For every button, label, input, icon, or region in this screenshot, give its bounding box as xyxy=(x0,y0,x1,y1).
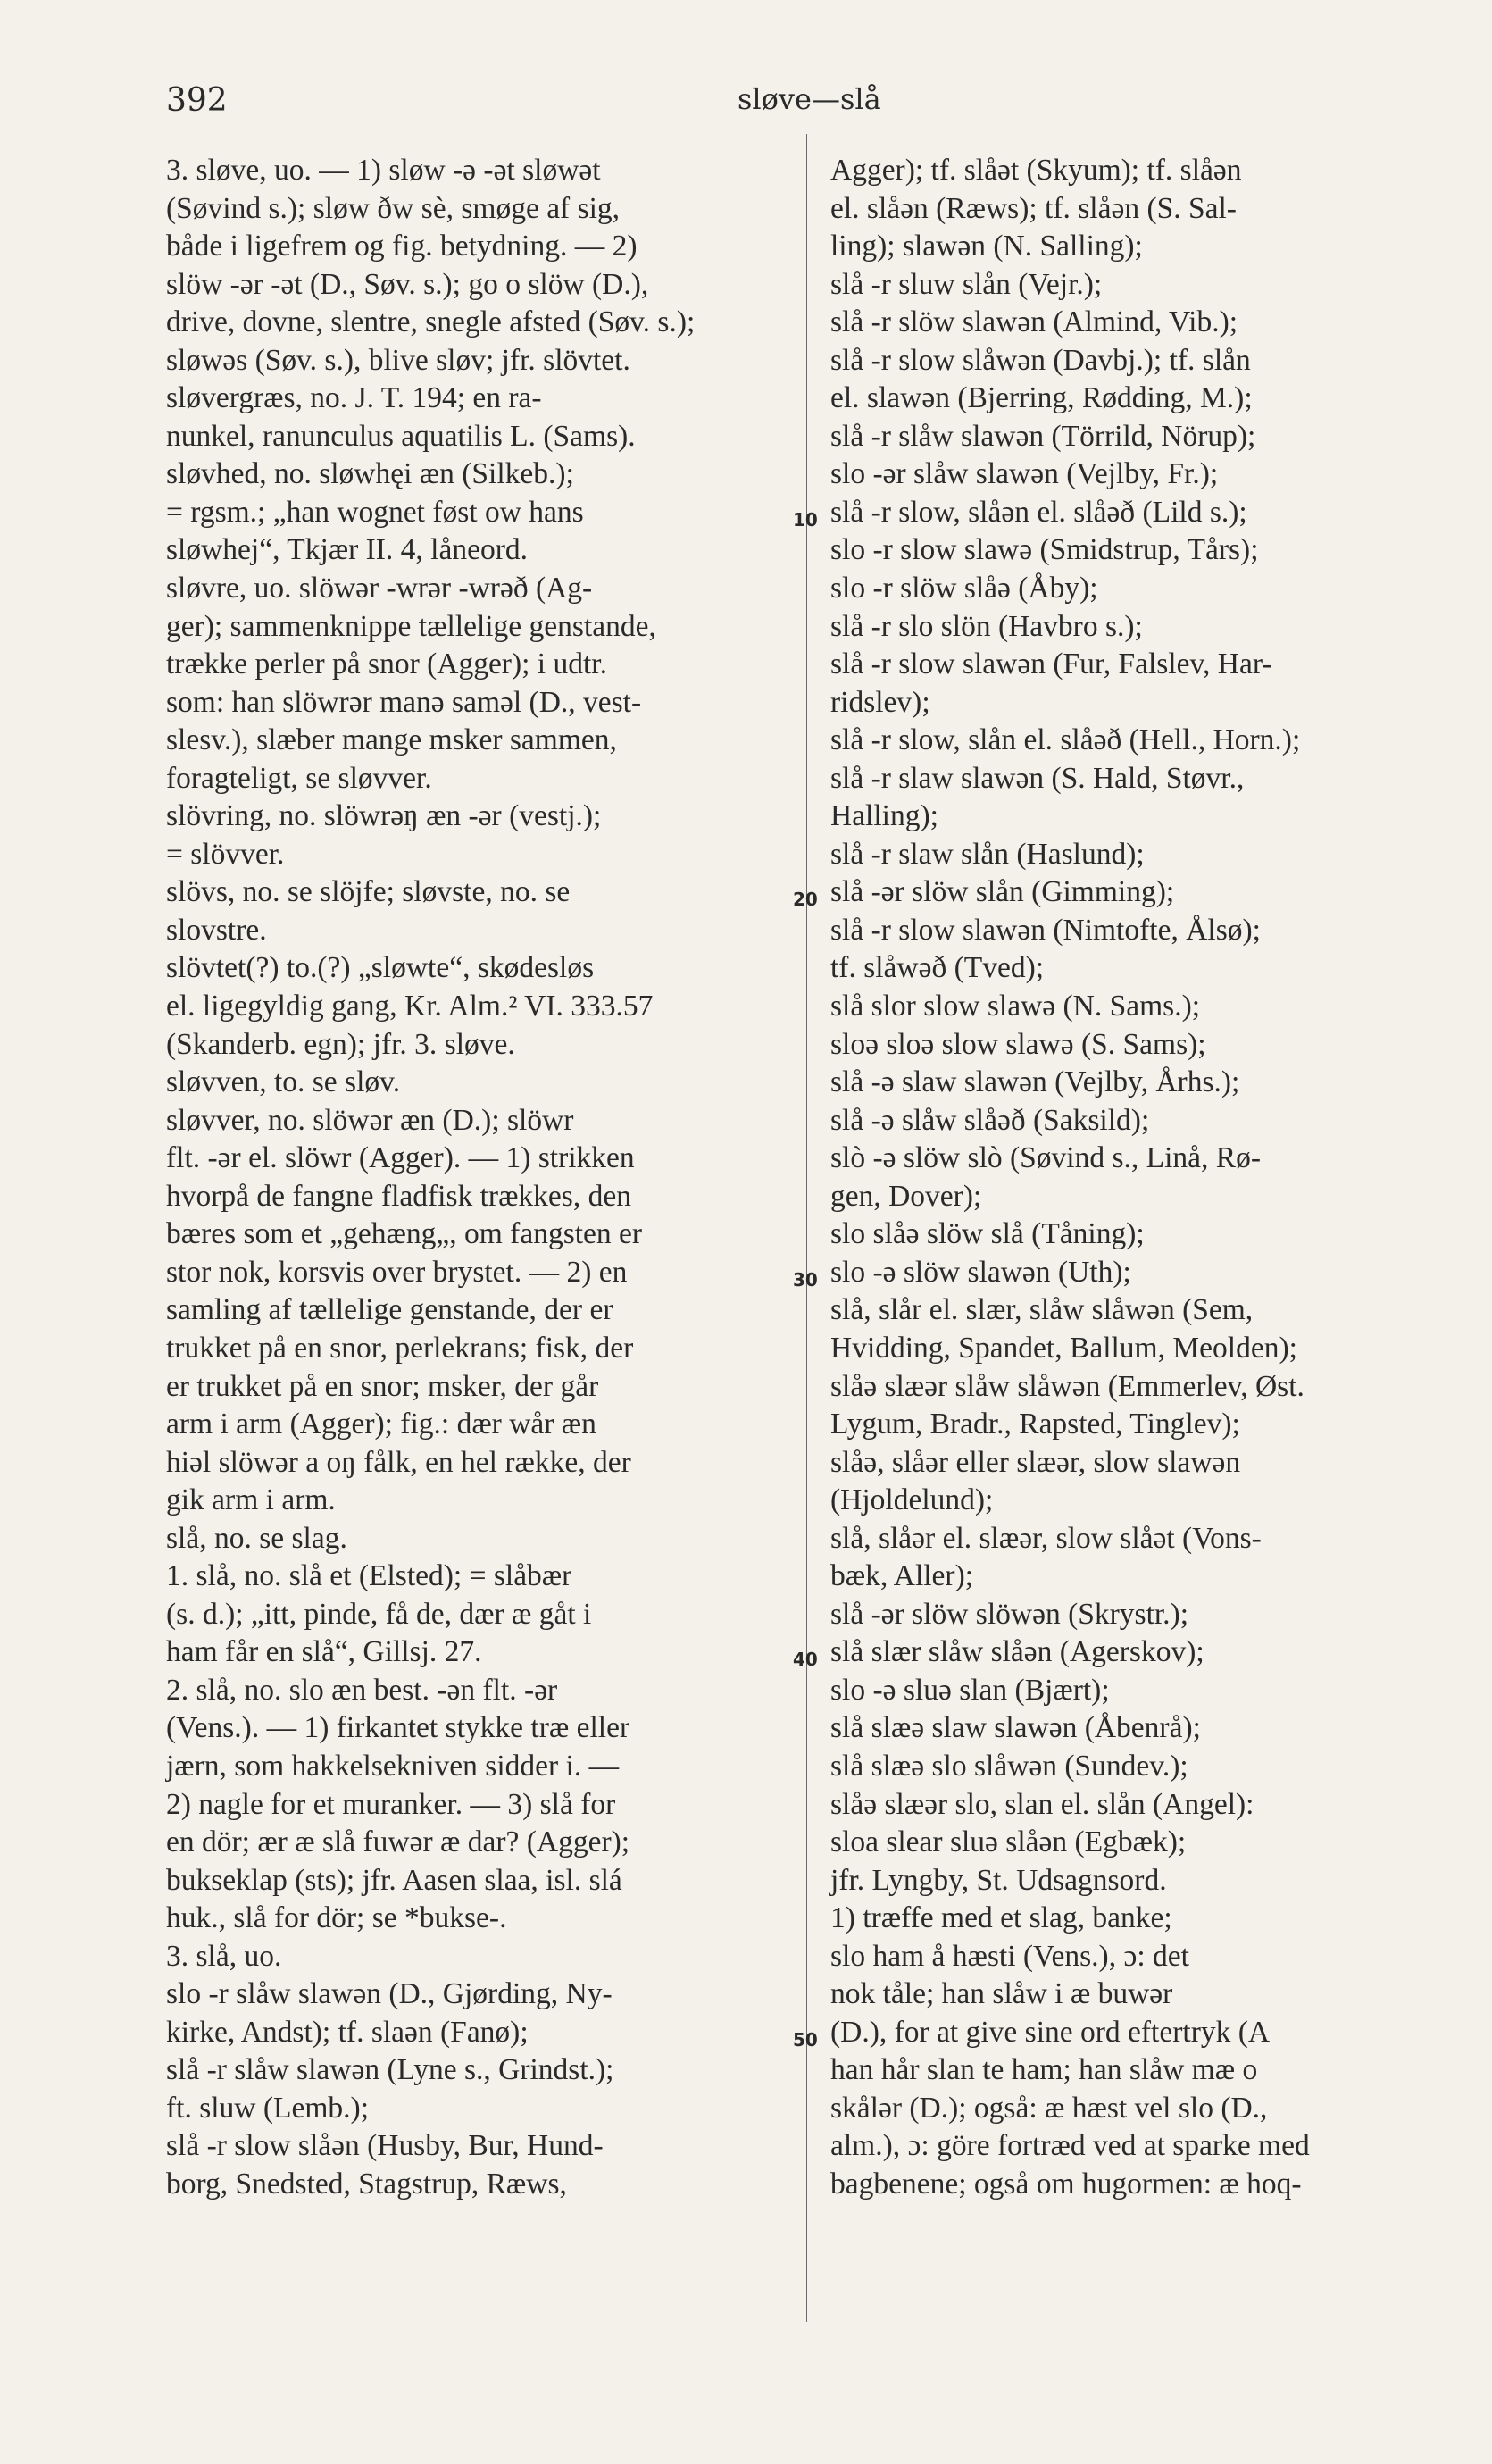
text-line: slövring, no. slöwrəŋ æn -ər (vestj.); xyxy=(166,799,602,833)
text-line: (Skanderb. egn); jfr. 3. sløve. xyxy=(166,1027,515,1061)
left-column xyxy=(166,152,791,2204)
text-line: ger); sammenknippe tællelige genstande, xyxy=(166,609,656,643)
text-line: samling af tællelige genstande, der er xyxy=(166,1293,613,1327)
text-line: en dör; ær æ slå fuwər æ dar? (Agger); xyxy=(166,1825,630,1859)
text-line: ft. sluw (Lemb.); xyxy=(166,2091,370,2125)
text-line: slo -r slow slawə (Smidstrup, Tårs); xyxy=(830,533,1259,567)
text-line: (Hjoldelund); xyxy=(830,1483,994,1517)
text-line: 3. sløve, uo. — 1) sløw -ə -ət sløwət xyxy=(166,154,601,187)
text-line: bæk, Aller); xyxy=(830,1559,974,1593)
text-line: 2) nagle for et muranker. — 3) slå for xyxy=(166,1787,616,1821)
text-line: 1) træffe med et slag, banke; xyxy=(830,1901,1172,1935)
text-line: slo -ə sluə slan (Bjært); xyxy=(830,1673,1110,1707)
text-line: slå -r slöw slawən (Almind, Vib.); xyxy=(830,305,1238,339)
text-line: slövtet(?) to.(?) „sløwte“, skødesløs xyxy=(166,951,595,985)
text-line: trukket på en snor, perlekrans; fisk, der xyxy=(166,1331,634,1365)
text-line: slå -ər slöw slån (Gimming); xyxy=(830,875,1175,909)
text-line: slövs, no. se slöjfe; sløvste, no. se xyxy=(166,875,571,909)
line-number: 40 xyxy=(793,1649,818,1671)
line-number: 10 xyxy=(793,508,818,530)
text-line: (Vens.). — 1) firkantet stykke træ eller xyxy=(166,1711,630,1745)
text-line: bæres som et „gehæng„, om fangsten er xyxy=(166,1217,643,1251)
text-line: gen, Dover); xyxy=(830,1179,982,1213)
text-line: slå -ə slåw slåəð (Saksild); xyxy=(830,1103,1150,1137)
text-line: sloa slear sluə slåən (Egbæk); xyxy=(830,1825,1187,1859)
text-line: slå, no. se slag. xyxy=(166,1521,347,1555)
text-line: sløvergræs, no. J. T. 194; en ra- xyxy=(166,381,542,415)
page-header xyxy=(166,82,1438,125)
text-line: som: han slöwrər manə saməl (D., vest- xyxy=(166,685,642,719)
text-line: alm.), ɔ: göre fortræd ved at sparke med xyxy=(830,2129,1310,2163)
text-line: huk., slå for dör; se *bukse-. xyxy=(166,1901,507,1935)
text-line: sløvven, to. se sløv. xyxy=(166,1065,401,1099)
column-divider xyxy=(806,134,807,2322)
text-line: bukseklap (sts); jfr. Aasen slaa, isl. slá xyxy=(166,1863,622,1897)
text-line: slå -r slow slawən (Nimtofte, Ålsø); xyxy=(830,913,1261,947)
text-line: slå -r sluw slån (Vejr.); xyxy=(830,267,1103,301)
text-line: el. slawən (Bjerring, Rødding, M.); xyxy=(830,381,1253,415)
text-line: slesv.), slæber mange msker sammen, xyxy=(166,723,617,757)
text-line: sløvver, no. slöwər æn (D.); slöwr xyxy=(166,1103,574,1137)
text-line: arm i arm (Agger); fig.: dær wår æn xyxy=(166,1407,596,1441)
text-line: slå -r slow slåən (Husby, Bur, Hund- xyxy=(166,2129,604,2163)
text-line: jfr. Lyngby, St. Udsagnsord. xyxy=(830,1863,1167,1897)
text-line: foragteligt, se sløvver. xyxy=(166,761,432,795)
text-line: hvorpå de fangne fladfisk trækkes, den xyxy=(166,1179,631,1213)
text-line: slå -r slaw slån (Haslund); xyxy=(830,837,1145,871)
text-line: trække perler på snor (Agger); i udtr. xyxy=(166,647,607,681)
text-line: slå -r slow slåwən (Davbj.); tf. slån xyxy=(830,343,1251,377)
text-line: sløwhej“, Tkjær II. 4, låneord. xyxy=(166,533,529,567)
text-line: slöw -ər -ət (D., Søv. s.); go o slöw (D.), xyxy=(166,267,649,301)
right-column xyxy=(830,152,1446,2204)
text-line: Halling); xyxy=(830,799,938,833)
text-line: slå -ər slöw slöwən (Skrystr.); xyxy=(830,1597,1189,1631)
text-line: han hår slan te ham; han slåw mæ o xyxy=(830,2053,1258,2087)
text-line: slå slær slåw slåən (Agerskov); xyxy=(830,1635,1204,1669)
text-line: el. slåən (Ræws); tf. slåən (S. Sal- xyxy=(830,191,1237,225)
running-head: sløve—slå xyxy=(738,82,881,116)
text-line: ham får en slå“, Gillsj. 27. xyxy=(166,1635,482,1669)
text-line: sløwəs (Søv. s.), blive sløv; jfr. slövtet. xyxy=(166,343,630,377)
text-line: slåə slæər slo, slan el. slån (Angel): xyxy=(830,1787,1254,1821)
text-line: slå slor slow slawə (N. Sams.); xyxy=(830,990,1201,1023)
text-line: slo -r slöw slåə (Åby); xyxy=(830,572,1098,606)
text-line: gik arm i arm. xyxy=(166,1483,336,1517)
text-line: skålər (D.); også: æ hæst vel slo (D., xyxy=(830,2091,1268,2125)
text-line: 1. slå, no. slå et (Elsted); = slåbær xyxy=(166,1559,572,1593)
text-line: slo ham å hæsti (Vens.), ɔ: det xyxy=(830,1939,1189,1973)
text-line: ling); slawən (N. Salling); xyxy=(830,230,1143,263)
text-line: slò -ə slöw slò (Søvind s., Linå, Rø- xyxy=(830,1141,1262,1175)
text-line: flt. -ər el. slöwr (Agger). — 1) strikken xyxy=(166,1141,635,1175)
text-line: jærn, som hakkelsekniven sidder i. — xyxy=(166,1749,620,1783)
text-line: slo slåə slöw slå (Tåning); xyxy=(830,1217,1145,1251)
text-line: slå -r slow slawən (Fur, Falslev, Har- xyxy=(830,647,1272,681)
text-line: el. ligegyldig gang, Kr. Alm.² VI. 333.57 xyxy=(166,990,654,1023)
text-line: slå slæə slaw slawən (Åbenrå); xyxy=(830,1711,1201,1745)
text-line: Lygum, Bradr., Rapsted, Tinglev); xyxy=(830,1407,1240,1441)
text-line: nok tåle; han slåw i æ buwər xyxy=(830,1977,1173,2011)
text-line: slå -r slow, slån el. slåəð (Hell., Horn.); xyxy=(830,723,1301,757)
page-number: 392 xyxy=(166,82,228,119)
text-line: = rgsm.; „han wognet føst ow hans xyxy=(166,495,584,529)
line-number: 50 xyxy=(793,2028,818,2051)
text-line: sløvre, uo. slöwər -wrər -wrəð (Ag- xyxy=(166,572,593,606)
text-line: slå -ə slaw slawən (Vejlby, Århs.); xyxy=(830,1065,1240,1099)
text-line: slå, slår el. slær, slåw slåwən (Sem, xyxy=(830,1293,1254,1327)
text-line: 3. slå, uo. xyxy=(166,1939,282,1973)
text-line: er trukket på en snor; msker, der går xyxy=(166,1369,599,1403)
text-line: Agger); tf. slåət (Skyum); tf. slåən xyxy=(830,154,1242,187)
text-line: slå -r slåw slawən (Lyne s., Grindst.); xyxy=(166,2053,614,2087)
text-line: slå -r slaw slawən (S. Hald, Støvr., xyxy=(830,761,1245,795)
text-line: tf. slåwəð (Tved); xyxy=(830,951,1045,985)
text-line: slo -ər slåw slawən (Vejlby, Fr.); xyxy=(830,457,1219,491)
line-number: 30 xyxy=(793,1268,818,1290)
text-line: drive, dovne, slentre, snegle afsted (Søv. s.); xyxy=(166,305,696,339)
text-line: kirke, Andst); tf. slaən (Fanø); xyxy=(166,2015,529,2049)
text-line: sloə sloə slow slawə (S. Sams); xyxy=(830,1027,1206,1061)
text-line: slå, slåər el. slæər, slow slåət (Vons- xyxy=(830,1521,1262,1555)
text-line: slo -r slåw slawən (D., Gjørding, Ny- xyxy=(166,1977,613,2011)
text-line: både i ligefrem og fig. betydning. — 2) xyxy=(166,230,638,263)
text-line: Hvidding, Spandet, Ballum, Meolden); xyxy=(830,1331,1297,1365)
text-line: slå -r slo slön (Havbro s.); xyxy=(830,609,1143,643)
text-line: slå -r slåw slawən (Törrild, Nörup); xyxy=(830,419,1256,453)
text-line: slovstre. xyxy=(166,913,267,947)
text-line: = slövver. xyxy=(166,837,285,871)
text-line: bagbenene; også om hugormen: æ hoq- xyxy=(830,2167,1302,2201)
text-line: 2. slå, no. slo æn best. -ən flt. -ər xyxy=(166,1673,558,1707)
text-line: ridslev); xyxy=(830,685,930,719)
text-line: slåə slæər slåw slåwən (Emmerlev, Øst. xyxy=(830,1369,1304,1403)
text-line: slå slæə slo slåwən (Sundev.); xyxy=(830,1749,1188,1783)
text-line: slo -ə slöw slawən (Uth); xyxy=(830,1255,1131,1289)
text-line: borg, Snedsted, Stagstrup, Ræws, xyxy=(166,2167,567,2201)
text-line: hiəl slöwər a oŋ fålk, en hel række, der xyxy=(166,1445,631,1479)
text-line: nunkel, ranunculus aquatilis L. (Sams). xyxy=(166,419,636,453)
text-line: (Søvind s.); sløw ðw sè, smøge af sig, xyxy=(166,191,621,225)
text-line: stor nok, korsvis over brystet. — 2) en xyxy=(166,1255,628,1289)
text-line: (s. d.); „itt, pinde, få de, dær æ gåt i xyxy=(166,1597,592,1631)
text-line: slåə, slåər eller slæər, slow slawən xyxy=(830,1445,1241,1479)
text-line: (D.), for at give sine ord eftertryk (A xyxy=(830,2015,1271,2049)
text-line: slå -r slow, slåən el. slåəð (Lild s.); xyxy=(830,495,1247,529)
line-number: 20 xyxy=(793,889,818,911)
text-line: sløvhed, no. sløwhęi æn (Silkeb.); xyxy=(166,457,574,491)
